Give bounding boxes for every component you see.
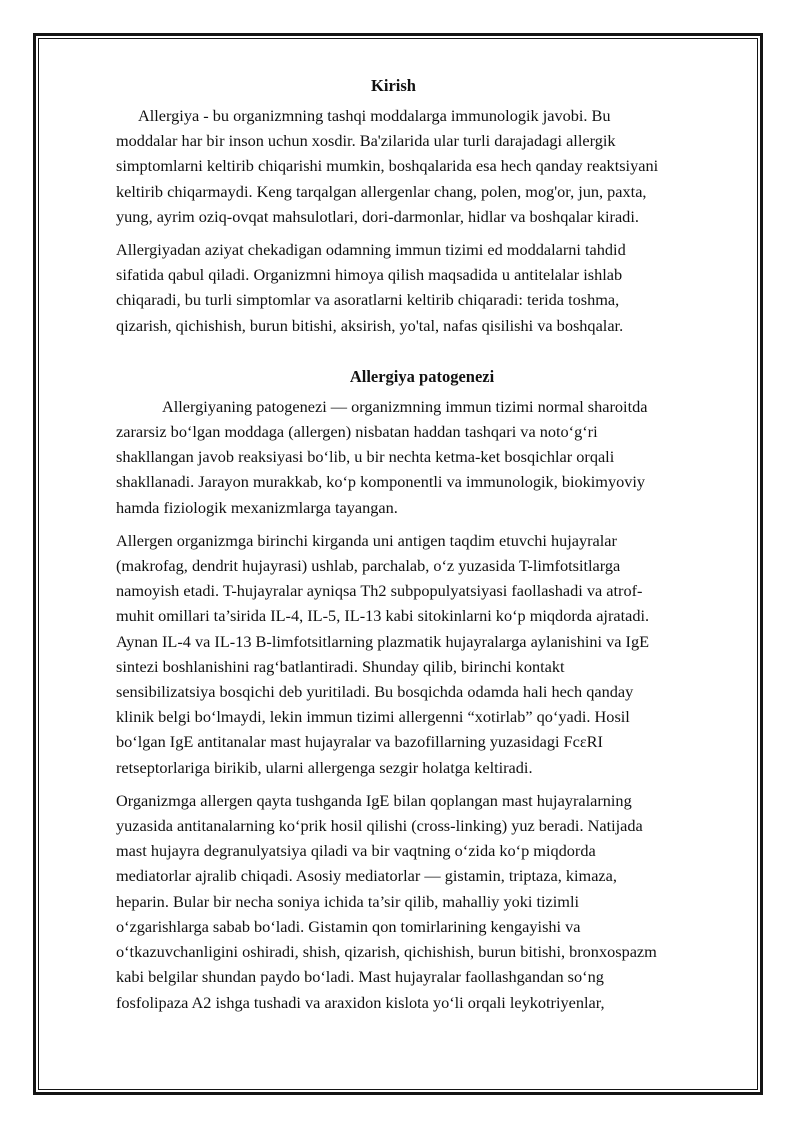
text-line: Allergiyadan aziyat chekadigan odamning immun tizimi ed moddalarni tahdid xyxy=(116,240,626,260)
paragraph xyxy=(116,788,746,1015)
section-heading-kirish: Kirish xyxy=(371,76,416,95)
text-line: Allergiyaning patogenezi — organizmning immun tizimi normal sharoitda xyxy=(162,396,648,416)
text-line: mast hujayra degranulyatsiya qiladi va bir vaqtning o‘zida ko‘p miqdorda xyxy=(116,841,596,861)
paragraph xyxy=(116,528,746,780)
section-heading-patogenez: Allergiya patogenezi xyxy=(349,366,495,386)
text-line: hamda fiziologik mexanizmlarga tayangan. xyxy=(116,497,398,517)
text-line: bo‘lgan IgE antitanalar mast hujayralar va bazofillarning yuzasidagi FcεRI xyxy=(116,732,603,752)
paragraph xyxy=(116,237,746,338)
text-line: simptomlarni keltirib chiqarishi mumkin, boshqalarida esa hech qanday reaktsiyani xyxy=(116,156,659,176)
text-line: sifatida qabul qiladi. Organizmni himoya qilish maqsadida u antitelalar ishlab xyxy=(116,265,623,285)
text-line: namoyish etadi. T-hujayralar ayniqsa Th2 subpopulyatsiyasi faollashadi va atrof- xyxy=(116,581,643,601)
text-line: retseptorlariga birikib, ularni allergenga sezgir holatga keltiradi. xyxy=(116,757,533,777)
text-line: yuzasida antitanalarning ko‘prik hosil qilishi (cross-linking) yuz beradi. Natijada xyxy=(116,816,643,836)
text-line: (makrofag, dendrit hujayrasi) ushlab, parchalab, o‘z yuzasida T-limfotsitlarga xyxy=(116,556,621,576)
text-line: shakllangan javob reaksiyasi bo‘lib, u bir nechta ketma-ket bosqichlar orqali xyxy=(116,447,615,467)
text-line: Organizmga allergen qayta tushganda IgE bilan qoplangan mast hujayralarning xyxy=(116,790,632,810)
text-line: muhit omillari ta’sirida IL-4, IL-5, IL-13 kabi sitokinlarni ko‘p miqdorda ajratadi. xyxy=(116,606,650,626)
text-line: keltirib chiqarmaydi. Keng tarqalgan allergenlar chang, polen, mog'or, jun, paxta, xyxy=(116,181,647,201)
text-line: zararsiz bo‘lgan moddaga (allergen) nisbatan haddan tashqari va noto‘g‘ri xyxy=(116,422,598,442)
text-line: moddalar har bir inson uchun xosdir. Ba'zilarida ular turli darajadagi allergik xyxy=(116,131,616,151)
text-line: shakllanadi. Jarayon murakkab, ko‘p komponentli va immunologik, biokimyoviy xyxy=(116,472,646,492)
document-body xyxy=(116,71,746,1023)
text-line: Aynan IL-4 va IL-13 B-limfotsitlarning plazmatik hujayralarga aylanishini va IgE xyxy=(116,631,650,651)
text-line: Allergen organizmga birinchi kirganda uni antigen taqdim etuvchi hujayralar xyxy=(116,530,617,550)
text-line: o‘zgarishlarga sabab bo‘ladi. Gistamin qon tomirlarining kengayishi va xyxy=(116,916,581,936)
text-line: qizarish, qichishish, burun bitishi, aksirish, yo'tal, nafas qisilishi va boshqalar. xyxy=(116,315,624,335)
text-line: mediatorlar ajralib chiqadi. Asosiy mediatorlar — gistamin, triptaza, kimaza, xyxy=(116,866,617,886)
text-line: heparin. Bular bir necha soniya ichida ta’sir qilib, mahalliy yoki tizimli xyxy=(116,891,579,911)
text-line: yung, ayrim oziq-ovqat mahsulotlari, dori-darmonlar, hidlar va boshqalar kiradi. xyxy=(116,206,639,226)
text-line: fosfolipaza A2 ishga tushadi va araxidon kislota yo‘li orqali leykotriyenlar, xyxy=(116,992,605,1012)
paragraph xyxy=(116,394,746,520)
text-line: chiqaradi, bu turli simptomlar va asoratlarni keltirib chiqaradi: terida toshma, xyxy=(116,290,620,310)
text-line: klinik belgi bo‘lmaydi, lekin immun tizimi allergenni “xotirlab” qo‘yadi. Hosil xyxy=(116,707,630,727)
text-line: Allergiya - bu organizmning tashqi moddalarga immunologik javobi. Bu xyxy=(138,106,611,125)
text-line: o‘tkazuvchanligini oshiradi, shish, qizarish, qichishish, burun bitishi, bronxospazm xyxy=(116,942,657,962)
text-line: sintezi boshlanishini rag‘batlantiradi. Shunday qilib, birinchi kontakt xyxy=(116,656,565,676)
paragraph xyxy=(116,103,746,229)
text-line: kabi belgilar shundan paydo bo‘ladi. Mast hujayralar faollashgandan so‘ng xyxy=(116,967,604,987)
text-line: sensibilizatsiya bosqichi deb yuritiladi. Bu bosqichda odamda hali hech qanday xyxy=(116,682,634,702)
